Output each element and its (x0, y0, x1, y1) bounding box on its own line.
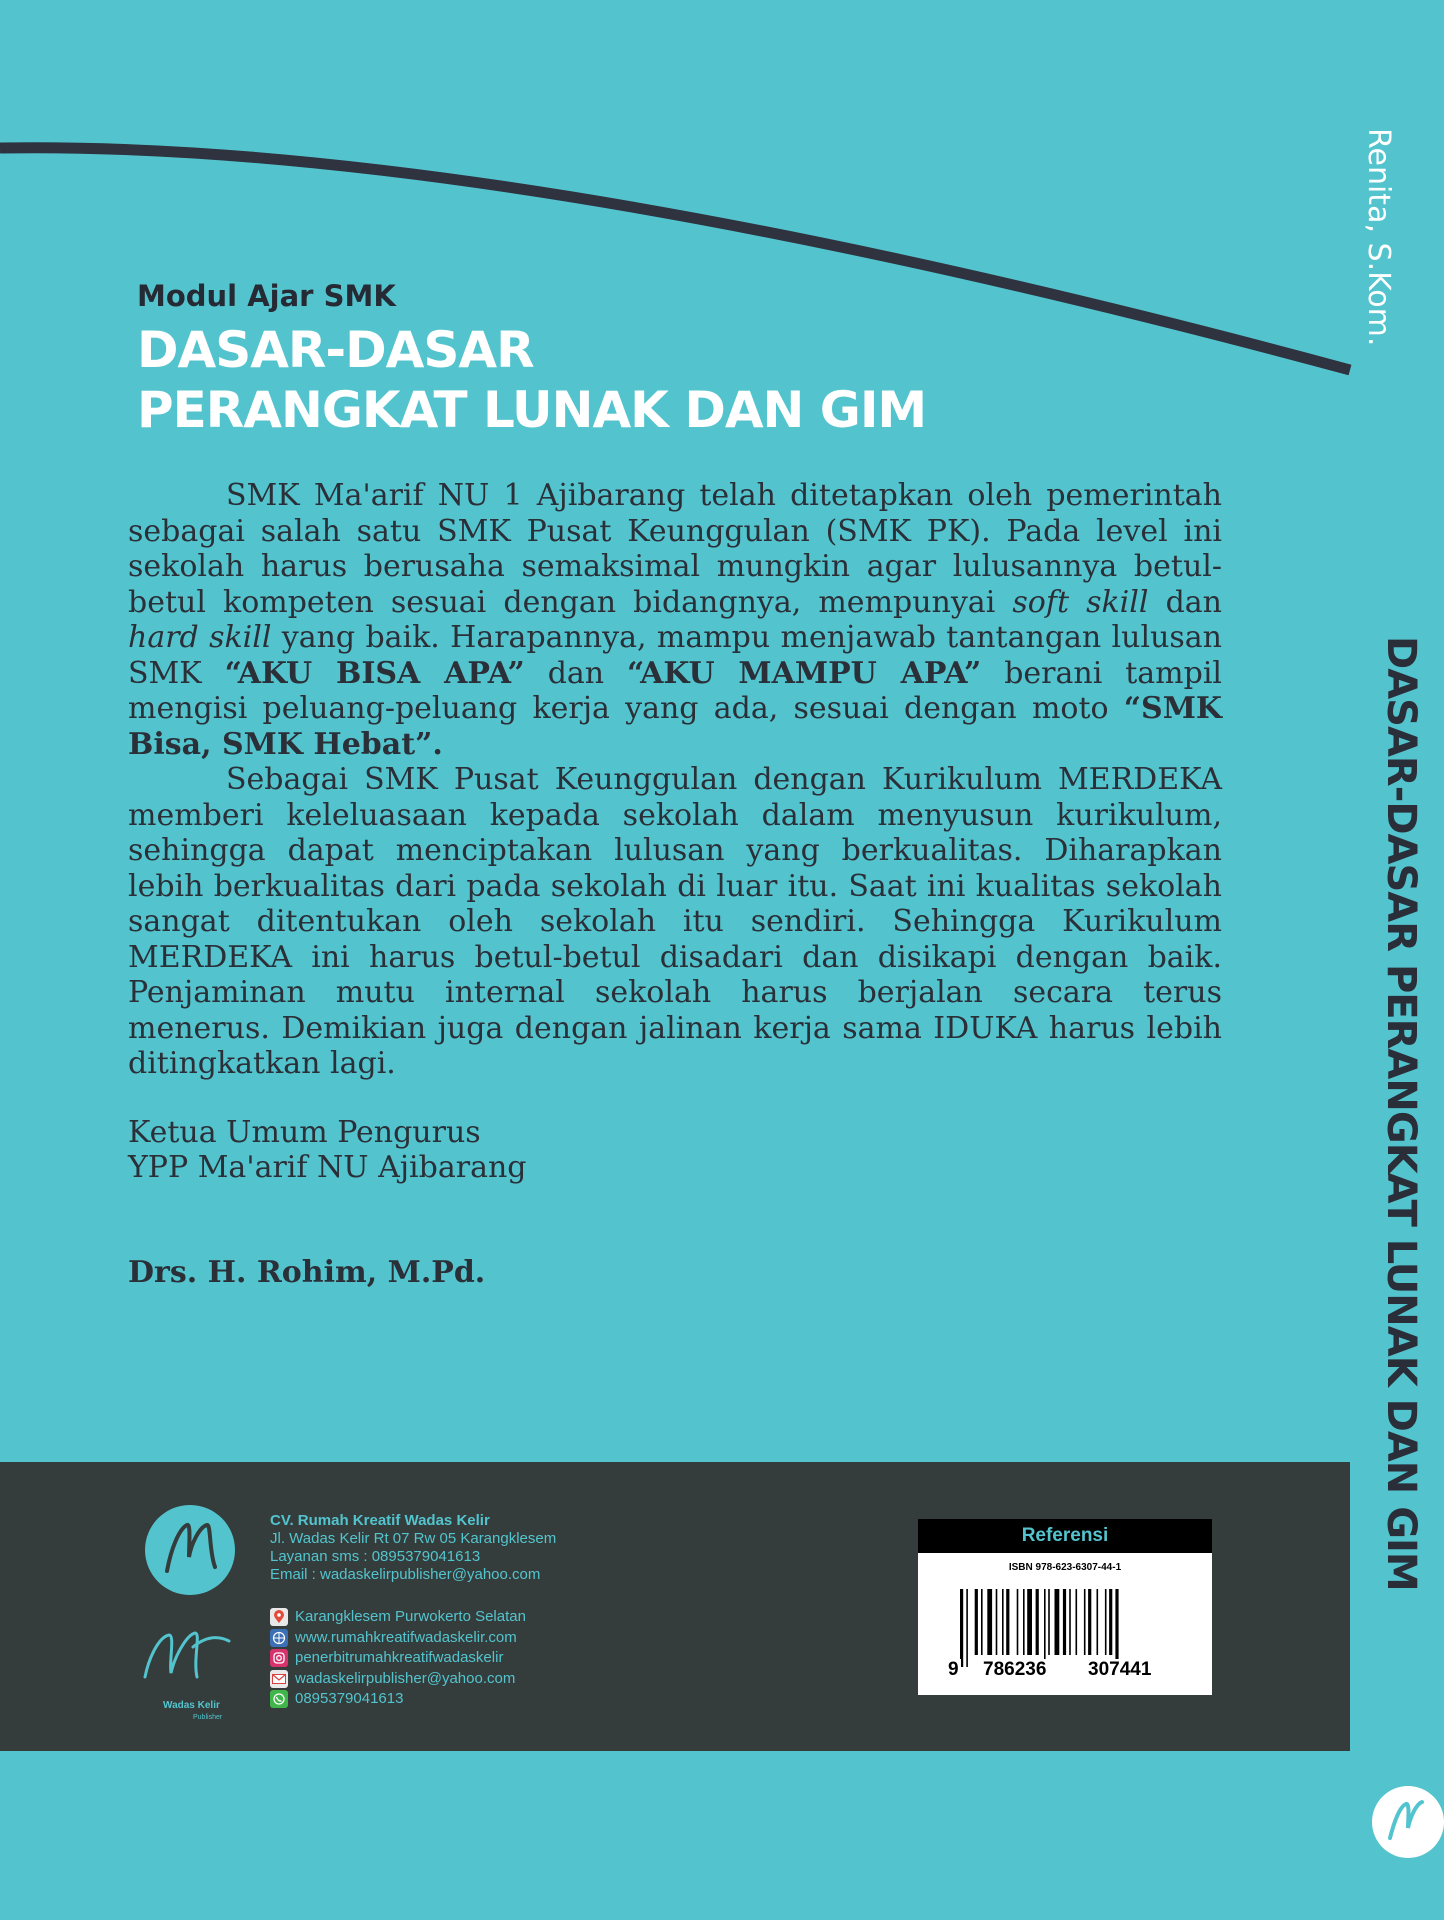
blurb-paragraph-1 (128, 478, 1222, 762)
contact-website[interactable] (270, 1628, 526, 1649)
blurb-text: berani tampil mengisi peluang-peluang kerja yang ada, sesuai dengan moto (128, 655, 1223, 726)
contact-instagram-text[interactable]: penerbitrumahkreatifwadaskelir (295, 1649, 504, 1666)
spine-author-text: Renita, S.Kom. (1361, 128, 1396, 347)
publisher-name: CV. Rumah Kreatif Wadas Kelir (270, 1512, 490, 1529)
back-cover-blurb (128, 478, 1222, 1082)
barcode-bar (1002, 1589, 1004, 1655)
isbn-number: ISBN 978-623-6307-44-1 (1008, 1562, 1122, 1573)
barcode-icon (958, 1589, 1172, 1667)
barcode-bar (1097, 1589, 1099, 1655)
spine-title-text: DASAR-DASAR PERANGKAT LUNAK DAN GIM (1378, 636, 1424, 1591)
barcode-bar (1115, 1589, 1118, 1667)
barcode-header: Referensi (918, 1519, 1212, 1553)
blurb-bold: “SMK Bisa, SMK Hebat”. (128, 691, 1222, 762)
isbn-barcode-panel (918, 1519, 1212, 1695)
barcode-bar (966, 1589, 968, 1667)
signoff-role-line-1: Ketua Umum Pengurus (128, 1115, 481, 1150)
barcode-bar (1088, 1589, 1091, 1655)
mail-icon (270, 1670, 288, 1688)
instagram-icon (270, 1649, 288, 1667)
spine-title (1372, 636, 1424, 1591)
contact-email[interactable] (270, 1669, 526, 1690)
title-line-1: DASAR-DASAR (137, 321, 534, 379)
website-icon (270, 1629, 288, 1647)
logo-mark-icon (145, 1505, 235, 1595)
publisher-logo-icon (145, 1505, 235, 1595)
series-kicker: Modul Ajar SMK (137, 279, 396, 313)
publisher-email: Email : wadaskelirpublisher@yahoo.com (270, 1566, 541, 1583)
barcode-digit-first: 9 (948, 1659, 959, 1680)
blurb-bold: “AKU MAMPU APA” (627, 655, 982, 691)
map-pin-icon (270, 1608, 288, 1626)
blurb-italic: soft skill (1012, 584, 1149, 620)
blurb-text: dan (1148, 584, 1222, 620)
barcode-bar (1109, 1589, 1112, 1655)
book-title (137, 320, 926, 440)
barcode-bar (1036, 1589, 1039, 1655)
whatsapp-icon (270, 1690, 288, 1708)
blurb-text: yang baik. Harapannya, mampu menjawab tantangan lulusan SMK (128, 620, 1222, 691)
barcode-digits-right: 307441 (1088, 1659, 1152, 1680)
spine-author (1356, 128, 1396, 368)
blurb-bold: “AKU BISA APA” (224, 655, 525, 691)
blurb-paragraph-2: Sebagai SMK Pusat Keunggulan dengan Kurikulum MERDEKA memberi keleluasaan kepada sekolah dalam menyusun kurikulum, sehingga dapat menciptakan lulusan yang berkualitas. Diharapkan lebih berkualitas dari pada sekolah di luar itu. Saat ini kualitas sekolah sangat ditentukan oleh sekolah itu sendiri. Sehingga Kurikulum MERDEKA ini harus betul-betul disadari dan disikapi dengan baik. Penjaminan mutu internal sekolah harus berjalan secara terus menerus. Demikian juga dengan jalinan kerja sama IDUKA harus lebih ditingkatkan lagi. (128, 762, 1222, 1081)
barcode-bar (1027, 1589, 1032, 1655)
contact-location-text: Karangklesem Purwokerto Selatan (295, 1608, 526, 1625)
barcode-bar (1017, 1589, 1019, 1655)
contact-whatsapp[interactable] (270, 1689, 526, 1710)
barcode-bar (1084, 1589, 1086, 1655)
barcode-bar (1044, 1589, 1046, 1667)
publisher-contacts (270, 1607, 526, 1710)
barcode-bar (1006, 1589, 1009, 1655)
blurb-text: dan (524, 655, 628, 691)
barcode-bar (975, 1589, 978, 1655)
barcode-bar (981, 1589, 983, 1655)
barcode-bar (1105, 1589, 1107, 1655)
barcode-bar (1076, 1589, 1078, 1655)
barcode-digits-left: 786236 (983, 1659, 1047, 1680)
publisher-brand: Wadas Kelir (163, 1700, 220, 1711)
publisher-footer (0, 1462, 1350, 1751)
barcode-bar (960, 1589, 963, 1667)
signoff-role-line-2: YPP Ma'arif NU Ajibarang (128, 1150, 527, 1185)
blurb-text: SMK Ma'arif NU 1 Ajibarang telah ditetapkan oleh pemerintah sebagai salah satu SMK Pusat Keunggulan (SMK PK). Pada level ini sekolah harus berusaha semaksimal mungkin agar lulusannya betul-betul kompeten sesuai dengan bidangnya, mempunyai (128, 478, 1222, 620)
contact-location (270, 1607, 526, 1628)
signer-name: Drs. H. Rohim, M.Pd. (128, 1255, 486, 1290)
barcode-bar (1069, 1589, 1071, 1655)
publisher-brand-sub: Publisher (193, 1714, 223, 1721)
publisher-sms: Layanan sms : 0895379041613 (270, 1548, 481, 1565)
signoff-role (128, 1115, 527, 1185)
contact-email-text[interactable]: wadaskelirpublisher@yahoo.com (295, 1669, 516, 1687)
contact-instagram[interactable] (270, 1648, 526, 1669)
blurb-italic: hard skill (128, 620, 272, 655)
publisher-address: Jl. Wadas Kelir Rt 07 Rw 05 Karangklesem (270, 1530, 557, 1547)
barcode-bar (1063, 1589, 1066, 1655)
barcode-bar (987, 1589, 992, 1655)
publisher-info (270, 1512, 556, 1584)
barcode-bar (1023, 1589, 1025, 1655)
title-line-2: PERANGKAT LUNAK DAN GIM (137, 381, 927, 439)
contact-website-text[interactable]: www.rumahkreatifwadaskelir.com (295, 1628, 517, 1646)
publisher-signature-icon (135, 1607, 245, 1697)
barcode-bar (1048, 1589, 1050, 1655)
barcode-bar (996, 1589, 998, 1655)
spine-publisher-logo-icon (1372, 1786, 1444, 1858)
barcode-bar (1055, 1589, 1060, 1655)
contact-whatsapp-text: 0895379041613 (295, 1690, 404, 1707)
